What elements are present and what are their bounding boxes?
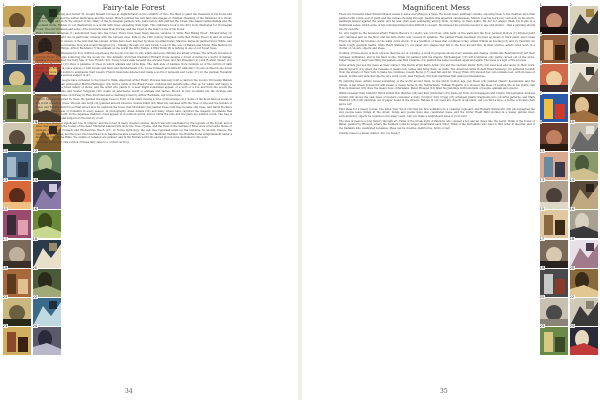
paragraph: So, who might be the messiest artist? Francis Bacon's (1) studio was notorious, with paint on the walls and the floor. Jackson Pollock (2) dripped paint onto canvases laid on the floor, and his barn studio was covered in splashes. The painter Frank Auerbach (3) piled up layers of thick paint, and Lucian Freud (4) wiped his brushes on the walls of his studio. It is a tradition of mess that continues today. Artists Willem de Kooning (5) and Cy Twombly (6) made rough, gestural marks, while Henri Matisse (7) cut paper into shapes that fell to the floor around him. In their studios, artists often work in a clutter of colours, objects and ideas. [339, 32, 535, 51]
artwork-number: 14 [32, 178, 38, 183]
artwork-image [540, 210, 568, 238]
artwork-number: 20 [32, 265, 38, 270]
artwork-image [569, 35, 598, 66]
artwork-number: 1 [539, 3, 542, 7]
artwork-image [539, 6, 568, 37]
left-body-text [36, 13, 232, 400]
artwork-thumbnail [539, 265, 568, 297]
artwork-number: 17 [539, 236, 545, 241]
paragraph: Nothing of mess above is more obvious than the act of creating. A work in progress shows every mistake and change. Artists like Rembrandt (8) left their canvases unfinished, and in his later works, Titian (9) painted with his fingers. Michelangelo (10) left sculptures only partly carved out of the stone. Edgar Degas (11) kept reworking his pastels, and Paul Cézanne (12) painted the same mountain again and again. The mess is a sign of the process. [339, 51, 535, 63]
paragraph: What's messier than rubbish? Dutch artists Bob Marinus (24) and Kurt Schwitters (25) made art from old newspapers and tickets. Photographer Andreas Gursky (26) shows the vast mess of modern consumer society. Sculptor Tony Cragg (27) arranged plastic fragments into colourful patterns, and Mark Bradford (28) built paintings out of paper found in the streets. Hidden in our mess are objects of all kinds: can you find a shoe, a bottle, a broken chair and a cat? [339, 91, 535, 106]
artwork-number: 12 [569, 148, 575, 153]
artwork-thumbnail [2, 236, 31, 268]
artwork-image [570, 327, 598, 355]
artwork-number: 7 [539, 90, 542, 95]
paragraph: Throughout history, people have retreated to the forest to think. American writer Henry Thoreau famously built a cabin in the woods (18) beside Walden Pond, and the German philosopher Martin Heidegger (19) built a cabin in the Black Forest. Children and parents alike often go for walks, and happy is the child who sees a forest family of ducks, and the artist who paints it. A deer might sometimes appear, or a wolf, or a fox, and from the woods the fantastic Walter Crane and Gustaf Tenggren (20) create an alternative world of animals and fairies. Shown in this woodland are the strange and wonderful Little Gnomes of Norway by Rien Poortvliet and a charming forest by Arthur Rackham, lost in the trees. [36, 78, 232, 97]
artwork-number: 10 [569, 119, 575, 124]
paragraph: Find ideas for a messy review. The artist Tony Wood (29) had his first exhibition in a cleaning cupboard, and Richard Wentworth (30) photographed the way people leave things in the street. Songs and poems have also celebrated mess, and the writer Roald Dahl worked in a messy garden shed, surrounded by objects he collected over many years. Can you make a magnificent mess of your own? [339, 107, 535, 119]
artwork-image [540, 64, 568, 92]
artwork-image [540, 269, 568, 297]
artwork-number: 1 [2, 3, 5, 7]
paragraph: Munch wasn't only interested in how children experience the woods, but also in why adults and even children are afraid of them. The artwork Screams in a forest shows a couple venturing into the woods (9). The fantastic Victorian illustrator Richard Doyle designs a forest of fairies in a world of fantasy. Gustave Doré imagined the fairy tale of Tom Thumb (10). Young lovers walk beneath the ancient trees, and Jan Brueghel (11) and Roelant Savery (12) and Henri Rousseau (13) show a paradise of trees in which animals and birds hide. The dark side of Gustave Doré reminds us of the terrors of dark forests. Max Ernst (14) gave spaces of wild forests and birds and thunderheads (15). Lucas Cranach and Albrecht Altdorfer (16) also worked in the forest and used colors and motifs to emphasize their beauty. French musicians listened and made a world of tempests and rocks (17). In the German Romantic period, nature was a serious subject of art. [36, 51, 232, 78]
artwork-thumbnail [539, 90, 568, 122]
artwork-number: 16 [569, 207, 575, 212]
paragraph: Munch was also inspired by trees. He painted the apple trees in front of his cabin, having a Tree of Knowledge (21). Some of the most famous works in the world are about trees: Vincent van Gogh (22) painted almond blossom, Gustav Klimt (23) filled his canvases with the Tree of Life and the Garden of Eden, and Edvard Munch's portrait shows how he captured the trees. Piet Mondrian (24) painted trees until they became only lines, and David Hockney (25) painted the trees of Yorkshire in every season. In photography, Ansel Adams (26) and many others have captured the majestic woodlands that stretch across the world. In the Japanese tradition, trees appear in woodblock prints, and in China the pine and the plum are painted in ink. The tree is one of the most popular subjects in the history of art. [36, 98, 232, 120]
artwork-number: 8 [32, 90, 35, 95]
paragraph: These trees played a significant role in religion, and the forest in many creation stories. Munch was also fascinated by the legends of the forest, and of trees that grow from the bodies of the dead. Medieval manuscripts show the Tree of Jesse, and the trees in the Garden of Eden were a favourite theme of painters like Lucas Cranach and Hieronymus Bosch (27). In Norse mythology, the ash tree Yggdrasil holds up the universe. In ancient Greece, the nymphs lived in trees, and the poet Ovid described how Daphne became a laurel tree. In the Buddhist tradition, the Buddha found enlightenment under a Bodhi tree (28). In the Bible, the cedars of Lebanon are praised, and in the Roman world the sacred groves were dedicated to the gods. [36, 121, 232, 140]
artwork-number: 4 [569, 32, 572, 37]
artwork-thumbnail [2, 207, 31, 238]
artwork-image [2, 35, 31, 66]
artwork-number: 23 [539, 324, 545, 329]
right-body-text [339, 13, 535, 400]
artwork-number: 22 [569, 294, 575, 299]
artwork-image [570, 123, 598, 151]
paragraph: Some artists just use the mess as their subject. The Dutch artist Karin Arink (13) and the German Dieter Roth (14) used food and decay in their work. Daniel Spoerri (15) glued the remains of meals onto tables and hung them on walls. The American artist Robert Rauschenberg (16) gathered rubbish from the streets of New York to make his combines. Joseph Beuys (17) used felt and fat. Tracey Emin (18) showed her own unmade bed, with its mess of sheets, bottles and personal objects, as a work of art. Jean Tinguely (19) built machines that destroyed themselves. [339, 64, 535, 79]
artwork-thumbnail [2, 265, 31, 297]
artwork-thumbnail [2, 90, 31, 122]
artwork-image [3, 240, 31, 268]
artwork-thumbnail [569, 207, 598, 238]
artwork-image [570, 269, 598, 297]
artwork-number: 19 [539, 265, 545, 270]
artwork-number: 12 [32, 148, 38, 153]
artwork-thumbnail [569, 90, 598, 122]
paragraph: Edvard Munch, having just turned 35, bought himself a house at Åsgårdstrand on the outskirts of Oslo. He liked to paint the treasures of his house and the nearby woods and the winter landscapes and the forest. Munch painted his own fairy-tale images of children dreaming of the threshold of a forest, which is more and more the subject of his. Many of the Norwegian painters who came before him painted the forest, like Akseli Gallen-Kallela and the woodland trolls. Hidden in our illustrations is a world with trees spreading their light. This children's book is the first book illustrated for Norwegian Trolls, Theodor Kittelsen and some of the best fairy tales from Norway and the forest is the heart of one of his books. [36, 13, 232, 31]
artwork-number: 19 [2, 265, 8, 270]
artwork-thumbnail [539, 119, 568, 151]
artwork-thumbnail [539, 207, 568, 238]
artwork-number: 24 [32, 324, 38, 329]
artwork-number: 4 [32, 32, 35, 37]
artwork-image [3, 269, 31, 297]
right-thumbnail-grid [539, 3, 600, 356]
artwork-image [570, 240, 598, 268]
artwork-number: 2 [32, 3, 35, 7]
artwork-number: 20 [569, 265, 575, 270]
artwork-image [569, 6, 598, 37]
artwork-image [570, 94, 598, 122]
artwork-thumbnail [539, 236, 568, 268]
artwork-number: 21 [539, 294, 545, 299]
artwork-number: 15 [2, 207, 8, 212]
artwork-number: 7 [2, 90, 5, 95]
artwork-image [540, 327, 568, 355]
artwork-number: 22 [32, 294, 38, 299]
artwork-number: 13 [2, 178, 8, 183]
artwork-image [3, 327, 31, 355]
artwork-number: 18 [32, 236, 38, 241]
artwork-number: 3 [2, 32, 5, 37]
artwork-thumbnail [539, 61, 568, 92]
artwork-thumbnail [2, 119, 31, 151]
left-page-number: 34 [125, 388, 133, 395]
artwork-number: 24 [569, 324, 575, 329]
artwork-number: 13 [539, 178, 545, 183]
paragraph: There are moments when Edvard Munch seems to have everything in a mess. He would leave paintings outside, exposing them to the weather, and often painted with a thin coat of paint and the canvas showing through. Despite this apparent carelessness, Munch took his work very seriously. In his studio, paintings leaned against the walls, and he was often seen wandering among them, working on them again. He did not always finish his works in a traditional sense, which some of his contemporaries found difficult to accept. He believed his pictures needed to age and endure – that a painting should live its own life. [339, 13, 535, 31]
artwork-image [540, 94, 568, 122]
artwork-number: 17 [2, 236, 8, 241]
artwork-number: 14 [569, 178, 575, 183]
paragraph: The idea of mess is a long history through art. Think of the Greek myth of Pandora, who opened a box and let chaos into the world. Think of the Tower of Babel, painted by Bruegel, where the builders could no longer understand each other. Think of the Surrealists who tried to find order in disorder, and of the Dadaists who celebrated nonsense. Mess can be creative, destructive, funny or sad. [339, 119, 535, 131]
artwork-thumbnail [2, 32, 31, 66]
artwork-thumbnail [2, 324, 31, 355]
artwork-image [570, 210, 598, 238]
right-page-number: 35 [440, 388, 448, 395]
artwork-thumbnail [569, 236, 598, 268]
artwork-number: 18 [569, 236, 575, 241]
artwork-number: 11 [539, 148, 545, 153]
artwork-image [3, 64, 31, 92]
artwork-image [540, 240, 568, 268]
artwork-image [3, 123, 31, 151]
artwork-number: 10 [32, 119, 38, 124]
artwork-thumbnail [569, 119, 598, 151]
paragraph: Clearly, mess is a messy matter. Are you messy? [339, 131, 400, 135]
artwork-image [3, 210, 31, 238]
artwork-image [3, 94, 31, 122]
artwork-thumbnail [2, 61, 31, 92]
artwork-image [539, 35, 568, 66]
artwork-thumbnail [569, 61, 598, 92]
artwork-number: 6 [32, 61, 35, 66]
artwork-thumbnail [539, 324, 568, 355]
artwork-number: 9 [2, 119, 5, 124]
artwork-number: 3 [539, 32, 542, 37]
artwork-number: 21 [2, 294, 8, 299]
artwork-number: 5 [539, 61, 542, 66]
artwork-number: 2 [569, 3, 572, 7]
artwork-thumbnail [569, 265, 598, 297]
artwork-number: 5 [2, 61, 5, 66]
artwork-thumbnail [539, 32, 568, 66]
left-page [0, 0, 298, 400]
artwork-number: 16 [32, 207, 38, 212]
artwork-number: 6 [569, 61, 572, 66]
paragraph: Hans Christian Andersen (1) adventured deep into the forest. There have been many famous versions of 'Little Red Riding Hood'. Edvard Grieg (2) illustrated the tale and one in particular, running with the beloved ones. Kids in the 19th century imagined Little Red Riding Hood (3) and its wicked brother, and it is this version of the wolf that has spread. Artists have been inspired by these woodland tales: Maurice Denis (4) painted Snow White, and you will find her – and Gustave Doré and Gustaf Tenggren (5) – running through our own forest. Look for the cave of Hansel and Gretel. Elsa Beskow (6) built her own Wild Things, Arthur Rackham (7) the animals on the world the Wild Things. A Wild Thing (8) is lurking in one of our forest trees. [36, 32, 232, 51]
artwork-thumbnail [569, 3, 598, 37]
artwork-number: 15 [539, 207, 545, 212]
artwork-thumbnail [569, 32, 598, 66]
artwork-thumbnail [569, 324, 598, 355]
artwork-image [570, 64, 598, 92]
artwork-number: 11 [2, 148, 8, 153]
paragraph: You could write your own version of these fairy tales too, or find our frog. [36, 141, 130, 145]
artwork-number: 8 [569, 90, 572, 95]
paragraph: By painting mess, artists reveal something of the world around them. In the Dutch Golden Age, Jan Steen (20) painted chaotic households, and the phrase 'a Jan Steen household' still means a messy home in the Netherlands. William Hogarth (21) showed the mess of London life in his prints, and Honoré Daumier (22) drew the messy lives of Parisians. Pieter Bruegel (23) filled his paintings with hundreds of people, animals and objects. [339, 79, 535, 91]
artwork-number: 23 [2, 324, 8, 329]
left-page-heading: Fairy-tale Forest [102, 3, 166, 12]
artwork-number: 9 [539, 119, 542, 124]
right-page-heading: Magnificent Mess [402, 3, 470, 12]
artwork-image [2, 6, 31, 37]
artwork-thumbnail [2, 3, 31, 37]
right-page [302, 0, 600, 400]
artwork-thumbnail [539, 3, 568, 37]
artwork-image [540, 123, 568, 151]
